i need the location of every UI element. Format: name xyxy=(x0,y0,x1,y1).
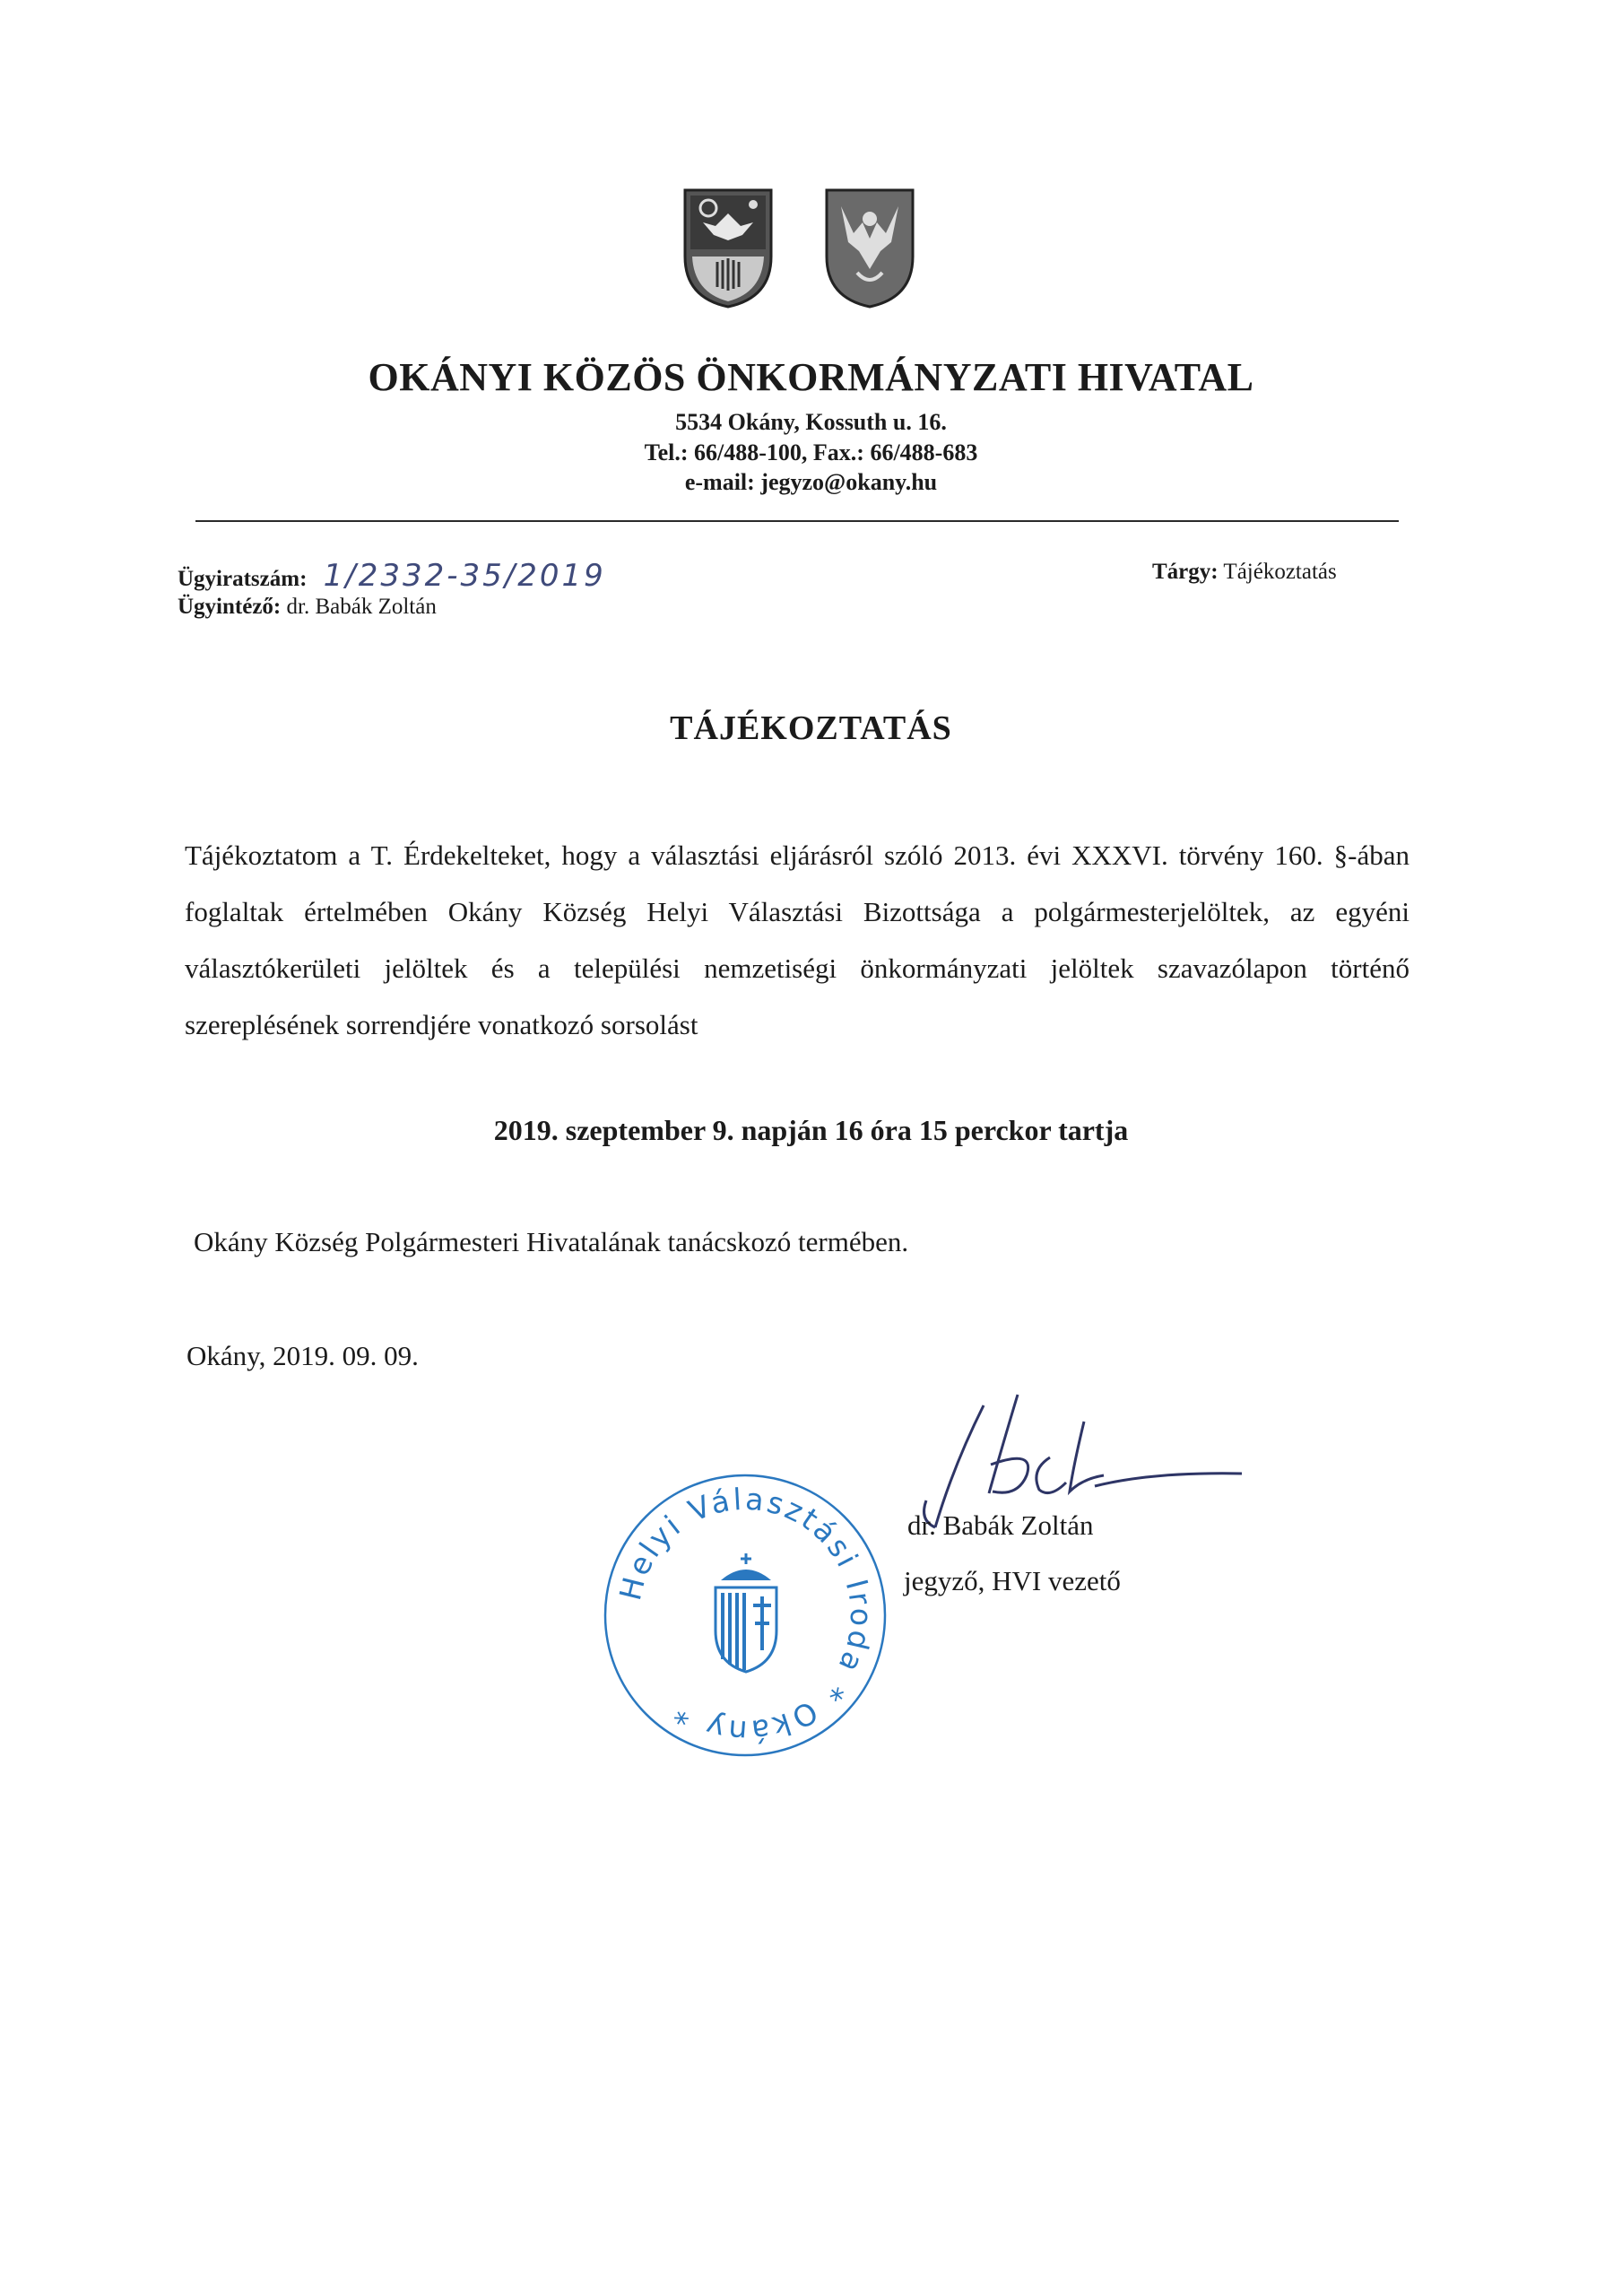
email: e-mail: jegyzo@okany.hu xyxy=(684,469,938,495)
subject xyxy=(1152,560,1337,585)
okany-coat-of-arms-icon xyxy=(681,187,775,310)
eagle-coat-of-arms-icon xyxy=(823,187,916,310)
case-officer-value: dr. Babák Zoltán xyxy=(286,595,437,619)
subject-label: Tárgy: xyxy=(1152,560,1219,584)
stamp-text: Helyi Választási Iroda * Okány * xyxy=(612,1481,880,1750)
header-divider xyxy=(195,520,1399,522)
phone-fax: Tel.: 66/488-100, Fax.: 66/488-683 xyxy=(644,439,978,465)
official-stamp xyxy=(601,1471,889,1760)
address: 5534 Okány, Kossuth u. 16. xyxy=(675,409,947,435)
case-officer-label: Ügyintéző: xyxy=(178,595,282,619)
case-officer xyxy=(178,595,437,620)
body-paragraph: Tájékoztatom a T. Érdekelteket, hogy a választási eljárásról szóló 2013. évi XXXVI. törvény 160. §-ában foglaltak értelmében Okány Község Helyi Választási Bizottsága a polgármesterjelöltek, az egyéni választókerületi jelöltek és a települési nemzetiségi önkormányzati jelöltek szavazólapon történő szereplésének sorrendjére vonatkozó sorsolást xyxy=(185,839,1409,1040)
place-date: Okány, 2019. 09. 09. xyxy=(186,1340,419,1371)
event-location: Okány Község Polgármesteri Hivatalának tanácskozó termében. xyxy=(194,1226,909,1257)
signer-title: jegyző, HVI vezető xyxy=(904,1565,1121,1596)
hungarian-coat-of-arms-icon xyxy=(716,1553,776,1672)
file-number-value: 1/2332-35/2019 xyxy=(323,558,606,594)
signer-name: dr. Babák Zoltán xyxy=(907,1509,1094,1541)
subject-value: Tájékoztatás xyxy=(1223,560,1337,584)
file-number xyxy=(178,558,606,594)
file-number-label: Ügyiratszám: xyxy=(178,567,308,591)
organization-name: OKÁNYI KÖZÖS ÖNKORMÁNYZATI HIVATAL xyxy=(368,355,1254,399)
document-title: TÁJÉKOZTATÁS xyxy=(670,709,952,747)
event-date: 2019. szeptember 9. napján 16 óra 15 perckor tartja xyxy=(493,1114,1129,1146)
